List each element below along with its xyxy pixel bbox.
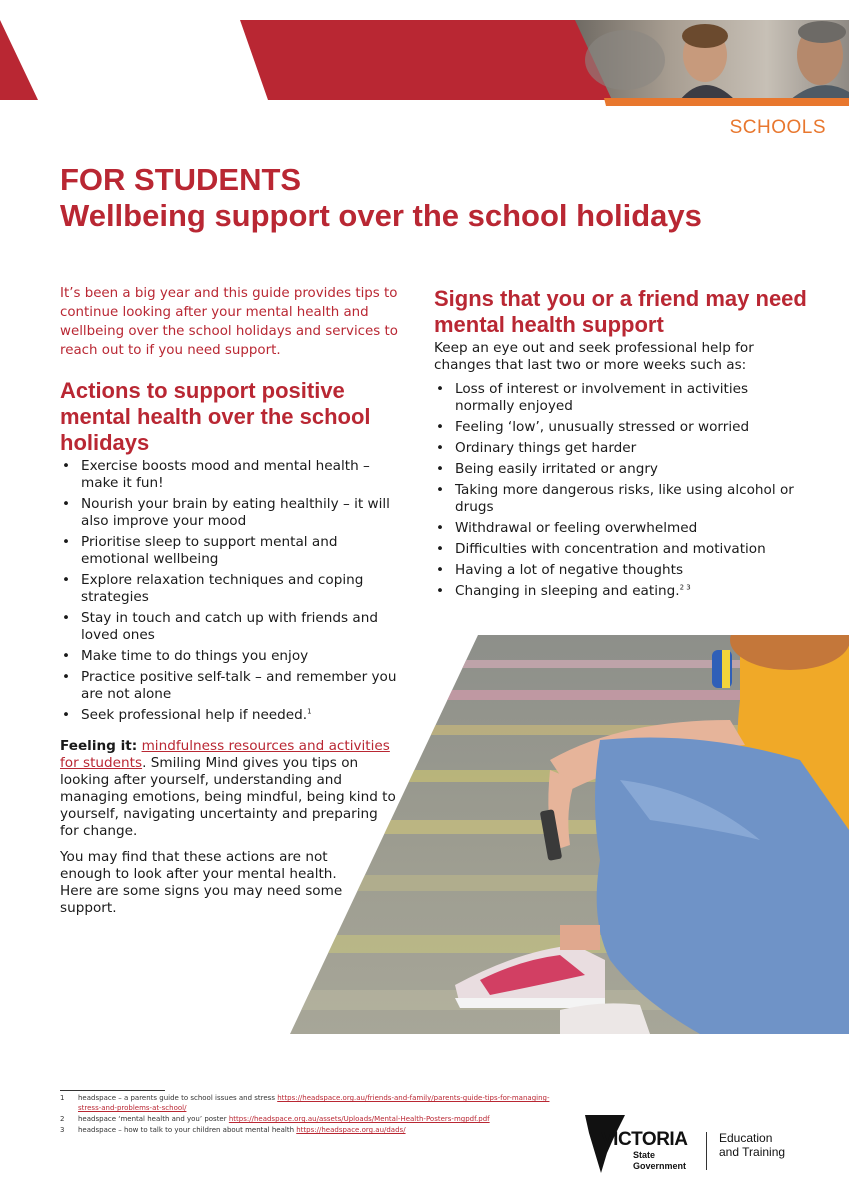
footnote-ref: 2 3 (679, 583, 691, 592)
list-item (434, 381, 794, 415)
list-item-text: Exercise boosts mood and mental health – make it fun! (81, 458, 370, 491)
footnotes (60, 1093, 560, 1136)
list-item-text: Nourish your brain by eating healthily – it will also improve your mood (81, 496, 390, 529)
footnote-link[interactable]: https://headspace.org.au/dads/ (296, 1126, 406, 1134)
feeling-it-paragraph (60, 738, 400, 840)
list-item-text: Ordinary things get harder (455, 440, 637, 456)
signs-intro: Keep an eye out and seek professional help for changes that last two or more weeks such as: (434, 340, 754, 373)
actions-list (60, 458, 405, 728)
signs-heading: Signs that you or a friend may need mental health support (434, 286, 807, 337)
victoria-government-logo (585, 1113, 695, 1173)
footnote-number: 3 (60, 1126, 65, 1134)
footnote-link[interactable]: https://headspace.org.au/assets/Uploads/Mental-Health-Posters-mgpdf.pdf (228, 1115, 490, 1123)
footnote-text: headspace – how to talk to your children about mental health (78, 1126, 297, 1134)
support-note-paragraph: You may find that these actions are not enough to look after your mental health. Here are some signs you may need some support. (60, 849, 343, 916)
list-item-text: Stay in touch and catch up with friends and loved ones (81, 610, 378, 643)
list-item (434, 419, 794, 436)
department-line-1: Education (719, 1131, 773, 1145)
department-label (719, 1131, 785, 1159)
footnote (60, 1093, 560, 1113)
department-line-2: and Training (719, 1145, 786, 1159)
list-item-text: Practice positive self-talk – and remember you are not alone (81, 669, 397, 702)
list-item-text: Explore relaxation techniques and coping strategies (81, 572, 364, 605)
footnote-number: 2 (60, 1115, 65, 1123)
mindfulness-resources-link[interactable]: mindfulness resources and activities for students (60, 738, 390, 771)
branding-divider (706, 1132, 707, 1170)
list-item-text: Loss of interest or involvement in activities normally enjoyed (455, 381, 749, 414)
list-item-text: Having a lot of negative thoughts (455, 562, 684, 578)
state-government-label (633, 1150, 686, 1172)
list-item (60, 496, 405, 530)
list-item (60, 707, 405, 724)
signs-list (434, 381, 794, 604)
list-item (434, 461, 794, 478)
title-line-2: Wellbeing support over the school holidays (60, 198, 702, 233)
title-line-1: FOR STUDENTS (60, 162, 302, 197)
footnote-text: headspace – a parents guide to school issues and stress (78, 1094, 278, 1102)
intro-paragraph: It’s been a big year and this guide provides tips to continue looking after your mental health and wellbeing over the school holidays and services to reach out to if you need support. (60, 286, 398, 358)
footnote-ref: 1 (307, 707, 312, 716)
footnote-divider (60, 1090, 165, 1091)
list-item-text: Being easily irritated or angry (455, 461, 658, 477)
list-item (60, 534, 405, 568)
list-item-text: Make time to do things you enjoy (81, 648, 309, 664)
state-line: State (633, 1150, 656, 1160)
list-item (434, 520, 794, 537)
footnote-text: headspace ‘mental health and you’ poster (78, 1115, 229, 1123)
government-line: Government (633, 1161, 687, 1171)
list-item-text: Difficulties with concentration and motivation (455, 541, 766, 557)
logo-line-1: THE (84, 29, 112, 45)
list-item-text: Withdrawal or feeling overwhelmed (455, 520, 698, 536)
list-item-text: Taking more dangerous risks, like using alcohol or drugs (455, 482, 794, 515)
section-label: SCHOOLS (729, 117, 826, 138)
feeling-it-text: . Smiling Mind gives you tips on looking after yourself, understanding and managing emotions, being mindful, being kind to yourself, navigating uncertainty and preparing for change. (60, 755, 396, 839)
list-item (60, 648, 405, 665)
list-item-text: Prioritise sleep to support mental and emotional wellbeing (81, 534, 338, 567)
logo-line-2: EDUCATION (84, 42, 209, 67)
list-item (434, 482, 794, 516)
list-item (60, 610, 405, 644)
footnote-link[interactable]: https://headspace.org.au/friends-and-family/parents-guide-tips-for-managing-stress-and-problems-at-school/ (78, 1094, 550, 1112)
list-item-text: Feeling ‘low’, unusually stressed or worried (455, 419, 750, 435)
list-item (60, 669, 405, 703)
feeling-it-lead: Feeling it: (60, 738, 138, 754)
list-item (434, 541, 794, 558)
footnote (60, 1114, 560, 1124)
list-item (60, 458, 405, 492)
footnote-number: 1 (60, 1094, 65, 1102)
list-item (434, 562, 794, 579)
list-item (434, 440, 794, 457)
victoria-wordmark: VICTORIA (601, 1129, 688, 1150)
footnote (60, 1125, 560, 1135)
list-item (60, 572, 405, 606)
list-item-text: Seek professional help if needed. (81, 707, 308, 723)
list-item-text: Changing in sleeping and eating. (455, 583, 680, 599)
logo-line-3: STATE (84, 64, 151, 89)
actions-heading: Actions to support positive mental health over the school holidays (60, 378, 371, 455)
list-item (434, 583, 794, 600)
